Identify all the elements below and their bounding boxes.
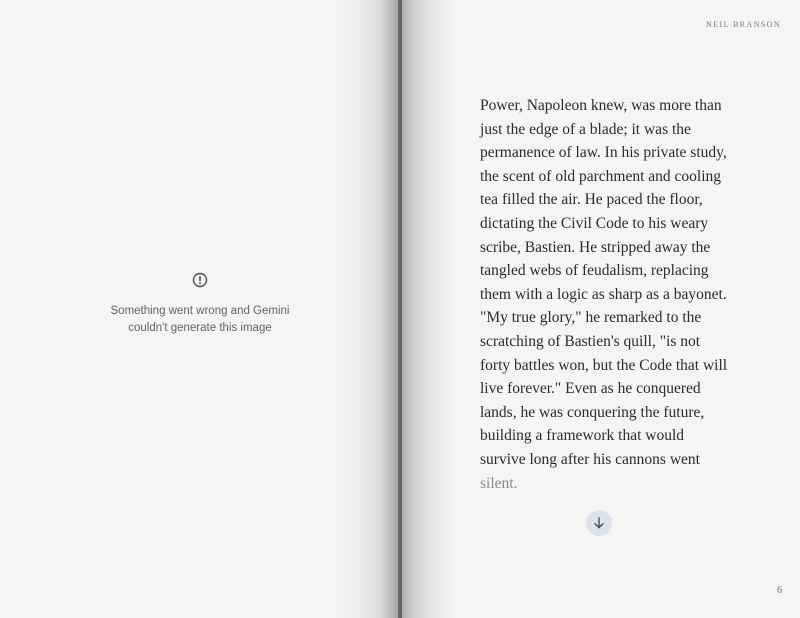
alert-circle-icon [192,272,208,288]
text-line: building a framework that would [480,427,685,445]
error-message [100,303,300,337]
text-line: live forever." Even as he conquered [480,380,701,398]
text-line: permanence of law. In his private study, [480,144,727,162]
text-line: the scent of old parchment and cooling [480,167,722,185]
text-line: lands, he was conquering the future, [480,403,705,421]
text-line: Power, Napoleon knew, was more than [480,97,722,114]
text-line: just the edge of a blade; it was the [480,120,691,138]
page-number: 6 [777,585,782,596]
text-line: them with a logic as sharp as a bayonet. [480,285,727,303]
text-line-faded: silent. [480,474,518,492]
text-line: scribe, Bastien. He stripped away the [480,238,711,256]
text-line: scratching of Bastien's quill, "is not [480,332,701,350]
scroll-down-button[interactable] [586,510,612,536]
arrow-down-icon [592,516,606,530]
text-line: tangled webs of feudalism, replacing [480,262,709,280]
text-line: "My true glory," he remarked to the [480,309,702,327]
text-line: dictating the Civil Code to his weary [480,214,709,232]
error-message-line: couldn't generate this image [128,322,272,334]
text-line: survive long after his cannons went [480,450,700,468]
error-message-line: Something went wrong and Gemini [110,305,290,317]
text-line: tea filled the air. He paced the floor, [480,191,703,209]
text-line: forty battles won, but the Code that will [480,356,728,374]
story-text [480,94,780,495]
running-head-author: NEIL BRANSON [706,20,781,29]
image-error [100,272,300,337]
